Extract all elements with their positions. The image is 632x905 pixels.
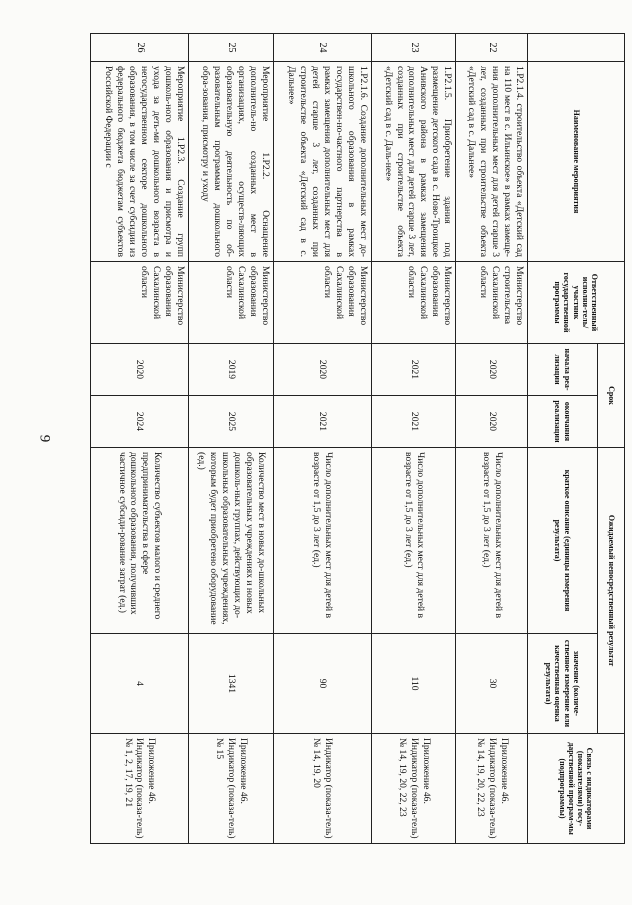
header-link: Связь с индикаторами (показателями) госу-дарственной програм-мы (подпрограммы) [528, 734, 625, 844]
row-value: 1341 [189, 634, 274, 734]
header-result: Ожидаемый непосредственный результат [598, 448, 625, 734]
row-end: 2025 [189, 396, 274, 448]
row-link: Индикатор (показа-тель) № 14, 19, 20 [273, 734, 371, 844]
row-link: Приложение 46. Индикатор (показа-тель) № 14, 19, 20, 22, 23 [456, 734, 528, 844]
row-responsible: Министерство образования Сахалинской области [273, 262, 371, 344]
row-start: 2020 [91, 344, 189, 396]
row-end: 2024 [91, 396, 189, 448]
measures-table [90, 33, 625, 844]
row-desc: Количество мест в новых до-школьных образовательных учреждениях и новых дошколь-ных группах, действующих до-школьных образовательных учреждениях, которым будет приобретено оборудование (ед.) [189, 448, 274, 634]
row-name: 1.Р2.1.6. Создание дополнительных мест до-школьного образования в рамках государствен-но-частного партнерства в рамках замещения дополнительных мест для детей старше 3 лет, созданных при строительстве объекта «Детский сад в с. Дальнее» [273, 62, 371, 262]
row-end: 2021 [371, 396, 456, 448]
row-responsible: Министерство образования Сахалинской области [91, 262, 189, 344]
row-value: 110 [371, 634, 456, 734]
row-start: 2019 [189, 344, 274, 396]
row-num: 22 [456, 34, 528, 62]
row-value: 30 [456, 634, 528, 734]
row-start: 2020 [456, 344, 528, 396]
row-start: 2020 [273, 344, 371, 396]
row-name: 1.Р2.1.5. Приобретение здания под размещение детского сада в с. Ново-Троицкое Анивского района в рамках замещения дополнительных мест для детей старше 3 лет, созданных при строительстве объекта «Детский сад в с. Даль-нее» [371, 62, 456, 262]
row-link: Приложение 46. Индикатор (показа-тель) № 14, 19, 20, 22, 23 [371, 734, 456, 844]
table-row [91, 34, 189, 844]
row-link: Приложение 46. Индикатор (показа-тель) № 15 [189, 734, 274, 844]
row-num: 25 [189, 34, 274, 62]
row-value: 90 [273, 634, 371, 734]
row-desc: Число дополнительных мест для детей в возрасте от 1,5 до 3 лет (ед.) [371, 448, 456, 634]
row-end: 2020 [456, 396, 528, 448]
row-desc: Число дополнительных мест для детей в возрасте от 1,5 до 3 лет (ед.) [456, 448, 528, 634]
row-num: 24 [273, 34, 371, 62]
table-row [273, 34, 371, 844]
page-number: 9 [36, 434, 53, 443]
row-link: Приложение 46. Индикатор (показа-тель) № 1, 2, 17, 19, 21 [91, 734, 189, 844]
header-name: Наименование мероприятия [528, 62, 625, 262]
row-start: 2021 [371, 344, 456, 396]
header-term: Срок [598, 344, 625, 448]
row-desc: Количество субъектов малого и среднего предпринимательства в сфере дошкольного образования, получивших частичное субсиди-рование затрат (ед.) [91, 448, 189, 634]
header-row-1 [598, 34, 625, 844]
row-desc: Число дополнительных мест для детей в возрасте от 1,5 до 3 лет (ед.) [273, 448, 371, 634]
row-responsible: Министерство строительства Сахалинской области [456, 262, 528, 344]
header-num [528, 34, 625, 62]
header-term-end: окончания реализации [528, 396, 598, 448]
row-name: Мероприятие 1.Р2.3. Создание групп дошколь-ного образования и присмотра и ухода за деть-ми дошкольного возраста в негосударственном секторе дошкольного образования, в том числе за счет субсидии из федерального бюджета бюджетам субъектов Российской Федерации с [91, 62, 189, 262]
header-term-start: начала реа-лизации [528, 344, 598, 396]
row-num: 23 [371, 34, 456, 62]
table-row [189, 34, 274, 844]
row-num: 26 [91, 34, 189, 62]
header-result-desc: краткое описание (единицы измерения результата) [528, 448, 598, 634]
row-responsible: Министерство образования Сахалинской области [371, 262, 456, 344]
table-row [371, 34, 456, 844]
rotated-table-container [90, 33, 625, 843]
row-name: 1.Р2.1.4. строительство объекта «Детский сад на 110 мест в с. Ильинское» в рамках замеще-ния дополнительных мест для детей старше 3 лет, созданных при строительстве объекта «Детский сад в с. Дальнее» [456, 62, 528, 262]
row-name: Мероприятие 1.Р2.2. Оснащение дополнитель-но созданных мест в организациях, осуществ-ляющих образовательную деятельность по об-разовательным программам дошкольного обра-зования, присмотру и уходу [189, 62, 274, 262]
header-responsible: Ответственный исполни-тель/участник государственной программы [528, 262, 625, 344]
row-responsible: Министерство образования Сахалинской области [189, 262, 274, 344]
header-result-value: значение (количе-ственное измерение или качественная оценка результата) [528, 634, 598, 734]
row-value: 4 [91, 634, 189, 734]
table-row [456, 34, 528, 844]
row-end: 2021 [273, 396, 371, 448]
